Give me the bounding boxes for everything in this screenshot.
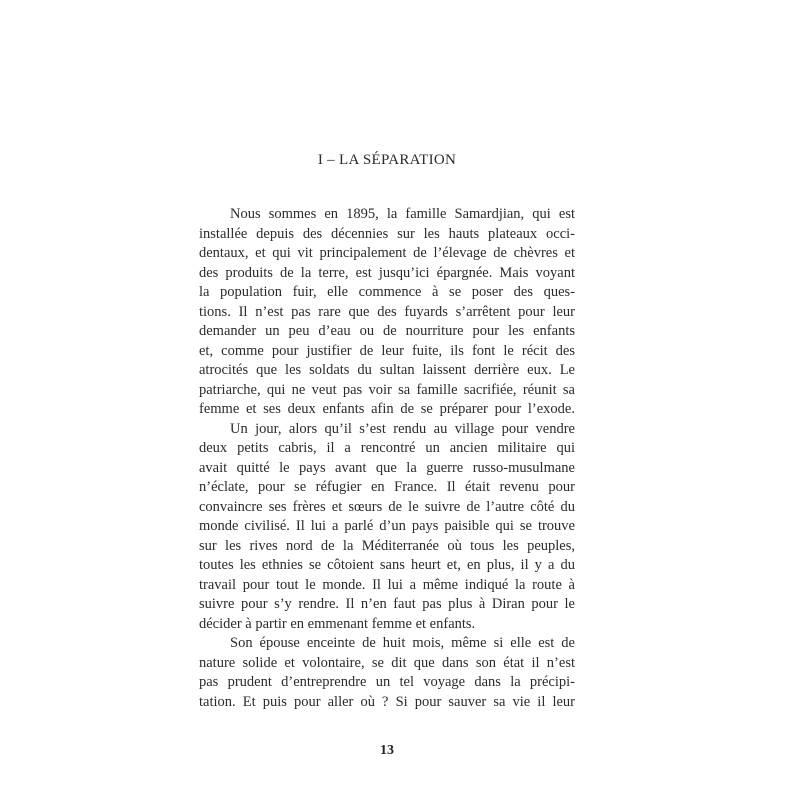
text-line: deux petits cabris, il a rencontré un ancien militaire qui xyxy=(199,440,575,456)
text-line: travail pour tout le monde. Il lui a même indiqué la route à xyxy=(199,576,575,593)
text-line: patriarche, qui ne veut pas voir sa famille sacrifiée, réunit sa xyxy=(199,381,575,398)
paragraph xyxy=(199,420,575,635)
text-line: convaincre ses frères et sœurs de le suivre de l’autre côté du xyxy=(199,498,575,515)
text-line: Son épouse enceinte de huit mois, même si elle est de xyxy=(230,635,575,651)
text-line: demander un peu d’eau ou de nourriture pour les enfants xyxy=(199,323,575,339)
text-line: avait quitté le pays avant que la guerre russo-musulmane xyxy=(199,459,575,476)
text-line: dentaux, et qui vit principalement de l’élevage de chèvres et xyxy=(199,245,575,261)
text-line: nature solide et volontaire, se dit que dans son état il n’est xyxy=(199,654,575,671)
text-line: des produits de la terre, est jusqu’ici épargnée. Mais voyant xyxy=(199,264,575,281)
body-text xyxy=(199,205,575,712)
text-line: et, comme pour justifier de leur fuite, ils font le récit des xyxy=(199,342,575,359)
chapter-title: I – LA SÉPARATION xyxy=(317,152,457,168)
text-line: femme et ses deux enfants afin de se préparer pour l’exode. xyxy=(199,401,575,417)
text-line: tation. Et puis pour aller où ? Si pour sauver sa vie il leur xyxy=(199,693,575,710)
text-line: Un jour, alors qu’il s’est rendu au village pour vendre xyxy=(230,420,575,437)
text-line: Nous sommes en 1895, la famille Samardjian, qui est xyxy=(230,206,575,222)
text-line: suivre pour s’y rendre. Il n’en faut pas plus à Diran pour le xyxy=(199,596,575,612)
paragraph xyxy=(199,634,575,712)
paragraph xyxy=(199,205,575,420)
text-line: atrocités que les soldats du sultan laissent derrière eux. Le xyxy=(199,362,575,378)
text-line: monde civilisé. Il lui a parlé d’un pays paisible qui se trouve xyxy=(199,518,575,534)
page-number: 13 xyxy=(380,743,394,758)
text-line: décider à partir en emmenant femme et enfants. xyxy=(199,615,476,632)
text-line: installée depuis des décennies sur les hauts plateaux occi- xyxy=(199,225,575,242)
text-line: toutes les ethnies se côtoient sans heurt et, en plus, il y a du xyxy=(199,557,575,573)
text-line: sur les rives nord de la Méditerranée où tous les peuples, xyxy=(199,537,575,554)
text-line: n’éclate, pour se réfugier en France. Il était revenu pour xyxy=(199,479,575,495)
text-line: pas prudent d’entreprendre un tel voyage dans la précipi- xyxy=(199,674,575,690)
text-line: la population fuir, elle commence à se poser des ques- xyxy=(199,284,575,300)
text-line: tions. Il n’est pas rare que des fuyards s’arrêtent pour leur xyxy=(199,303,575,320)
